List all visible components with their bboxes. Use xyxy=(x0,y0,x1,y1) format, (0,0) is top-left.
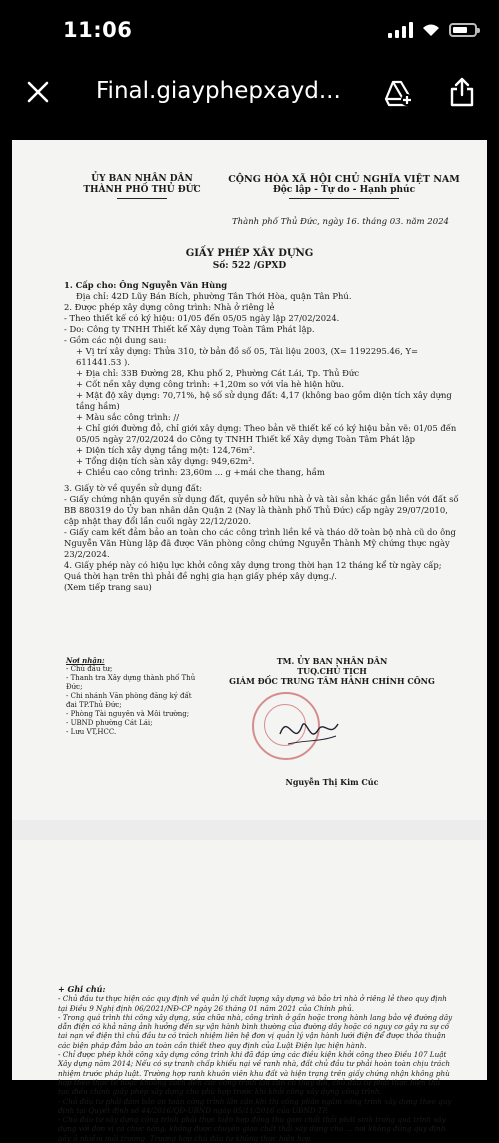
body-line: - Do: Công ty TNHH Thiết kế Xây dựng Toàn Tâm Phát lập. xyxy=(64,324,315,334)
body-line: + Địa chỉ: 33B Đường 28, Khu phố 2, Phường Cát Lái, Tp. Thủ Đức xyxy=(76,368,360,378)
recipient-item: - Thanh tra Xây dựng thành phố Thủ Đức; xyxy=(66,674,196,691)
signal-icon xyxy=(388,22,413,38)
national-header xyxy=(224,174,464,199)
close-icon[interactable] xyxy=(24,78,52,106)
body-line: 4. Giấy phép này có hiệu lực khởi công xây dựng trong thời hạn 12 tháng kể từ ngày cấp; Quá thời hạn trên thì phải đề nghị gia hạn giấy phép xây dựng./. xyxy=(64,560,442,581)
recipient-item: - Lưu VT,HCC. xyxy=(66,728,117,736)
recipient-item: - UBND phường Cát Lái; xyxy=(66,719,153,727)
recipients-heading: Nơi nhận: xyxy=(66,656,105,665)
body-line: + Chiều cao công trình: 23,60m ... g +mái che thang, hầm xyxy=(76,467,325,477)
battery-icon xyxy=(449,23,477,37)
issuer-line-1: ỦY BAN NHÂN DÂN xyxy=(91,174,193,184)
note-item: - Chỉ được phép khởi công xây dựng công trình khi đã đáp ứng các điều kiện khởi công theo Điều 107 Luật Xây dựng năm 2014; Nếu có sự tranh chấp khiếu nại về ranh nhà, đất chủ đầu tư phải hoàn toàn chịu trách nhiệm trước pháp luật. Trường hợp ranh khuôn viên khu đất và hiện trạng trên giấy chứng nhận không phù hợp theo thực tế hoặc khoảng cách đến các công trình lân cận có thay đổi, chủ đầu tư phải thực hiện thủ tục điều chỉnh giấy phép xây dựng cho phù hợp trước khi khởi công xây dựng công trình. xyxy=(58,1050,450,1097)
note-item: - Chủ đầu tư phải đảm bảo an toàn công trình lân cận khi thi công phần ngầm công trình xây dựng theo quy định tại Quyết định số 44/2016/QĐ-UBND ngày 05/11/2016 của UBND TP. xyxy=(58,1096,452,1115)
body-line: 3. Giấy tờ về quyền sử dụng đất: xyxy=(64,483,203,493)
place-date: Thành phố Thủ Đức, ngày 16. tháng 03. năm 2024 xyxy=(232,217,449,227)
body-line: + Mật độ xây dựng: 70,71%, hệ số sử dụng đất: 4,17 (không bao gồm diện tích xây dựng tầng hầm) xyxy=(76,390,452,411)
body-line: 2. Được phép xây dựng công trình: Nhà ở riêng lẻ xyxy=(64,302,275,312)
recipient-item: - Chi nhánh Văn phòng đăng ký đất đai TP.Thủ Đức; xyxy=(66,692,192,709)
issuer-line-2: THÀNH PHỐ THỦ ĐỨC xyxy=(83,185,201,195)
national-motto: Độc lập - Tự do - Hạnh phúc xyxy=(272,185,416,195)
body-line: 1. Cấp cho: Ông Nguyễn Văn Hùng xyxy=(64,280,228,290)
body-line: - Giấy chứng nhận quyền sử dụng đất, quyền sở hữu nhà ở và tài sản khác gắn liền với đất số BB 880319 do Ủy ban nhân dân Quận 2 (Nay là thành phố Thủ Đức) cấp ngày 29/07/2010, cập nhật thay đổi lần cuối ngày 22/12/2020. xyxy=(64,494,459,526)
body-line: - Theo thiết kế có ký hiệu: 01/05 đến 05/05 ngày lập 27/02/2024. xyxy=(64,313,340,323)
recipients-list xyxy=(66,656,196,737)
notes-section xyxy=(58,985,453,1143)
app-bar xyxy=(0,62,499,124)
wifi-icon xyxy=(421,23,441,37)
signer-name: Nguyễn Thị Kim Cúc xyxy=(285,777,379,787)
body-line: (Xem tiếp trang sau) xyxy=(64,582,152,592)
note-item: - Chủ đầu tư xây dựng công trình phải thực hiện hợp đồng thu gom chất thải phát sinh trong quá trình xây dựng với đơn vị có chức năng, không được chuyên giao chất thải xây dựng cho ... nơi không đúng quy định gây ô nhiễm môi trường. Trường hợp chủ đầu tư không thực hiện hợp xyxy=(58,1115,446,1143)
share-icon[interactable] xyxy=(448,76,476,108)
drive-add-icon[interactable] xyxy=(384,78,414,108)
body-line: + Tổng diện tích sàn xây dựng: 949,62m². xyxy=(76,456,255,466)
document-page-1 xyxy=(12,140,487,820)
body-line: Địa chỉ: 42D Lũy Bán Bích, phường Tân Thới Hòa, quận Tân Phú. xyxy=(76,291,352,301)
sign-line-2: TUQ.CHỦ TỊCH xyxy=(297,666,367,676)
notes-heading: + Ghi chú: xyxy=(58,984,106,994)
document-body xyxy=(64,280,459,593)
body-line: + Chỉ giới đường đỏ, chỉ giới xây dựng: Theo bản vẽ thiết kế có ký hiệu bản vẽ: 01/05 đến 05/05 ngày 27/02/2024 do Công ty TNHH Thiết kế Xây dựng Toàn Tâm Phát lập xyxy=(76,423,457,444)
body-line: + Vị trí xây dựng: Thửa 310, tờ bản đồ số 05, Tài liệu 2003, (X= 1192295.46, Y= 611441.53 ). xyxy=(76,346,418,367)
document-viewer[interactable] xyxy=(12,140,487,1143)
status-icons xyxy=(388,22,477,38)
body-line: + Diện tích xây dựng tầng một: 124,76m². xyxy=(76,445,256,455)
document-page-2 xyxy=(12,840,487,1143)
document-number: Số: 522 /GPXD xyxy=(212,261,287,271)
signature-block xyxy=(197,656,467,686)
sign-line-1: TM. ỦY BAN NHÂN DÂN xyxy=(276,656,388,666)
recipient-item: - Phòng Tài nguyên và Môi trường; xyxy=(66,710,190,718)
body-line: + Màu sắc công trình: // xyxy=(76,412,180,422)
body-line: - Gồm các nội dung sau: xyxy=(64,335,167,345)
sign-line-3: GIÁM ĐỐC TRUNG TÂM HÀNH CHÍNH CÔNG xyxy=(229,676,435,686)
body-line: + Cốt nền xây dựng công trình: +1,20m so với vỉa hè hiện hữu. xyxy=(76,379,344,389)
handwritten-signature xyxy=(274,704,344,760)
note-item: - Trong quá trình thi công xây dựng, sửa chữa nhà, công trình ở gần hoặc trong hành lang bảo vệ đường dây dẫn điện có khả năng ảnh hưởng đến sự vận hành bình thường của đường dây hoặc có nguy cơ gây ra sự cố tai nạn về điện thì chủ đầu tư có trách nhiệm liên hệ đơn vị quản lý vận hành lưới điện để được thỏa thuận các biện pháp đảm bảo an toàn cần thiết theo quy định của Luật Điện lực hiện hành. xyxy=(58,1012,453,1050)
national-line-1: CỘNG HÒA XÃ HỘI CHỦ NGHĨA VIỆT NAM xyxy=(228,174,460,185)
file-title: Final.giayphepxayd... xyxy=(96,78,341,104)
note-item: - Chủ đầu tư thực hiện các quy định về quản lý chất lượng xây dựng và bảo trì nhà ở riêng lẻ theo quy định tại Điều 9 Nghị định 06/2021/NĐ-CP ngày 26 tháng 01 năm 2021 của Chính phủ. xyxy=(58,994,447,1013)
body-line: - Giấy cam kết đảm bảo an toàn cho các công trình liền kề và tháo dỡ toàn bộ nhà cũ do ông Nguyễn Văn Hùng lập đã được Văn phòng công chứng Nguyễn Thành Mỹ chứng thực ngày 23/2/2024. xyxy=(64,527,456,559)
status-bar xyxy=(0,0,499,60)
status-time: 11:06 xyxy=(63,18,133,42)
document-title: GIẤY PHÉP XÂY DỰNG xyxy=(185,248,314,259)
issuer-header xyxy=(72,174,212,199)
recipient-item: - Chủ đầu tư; xyxy=(66,665,113,673)
